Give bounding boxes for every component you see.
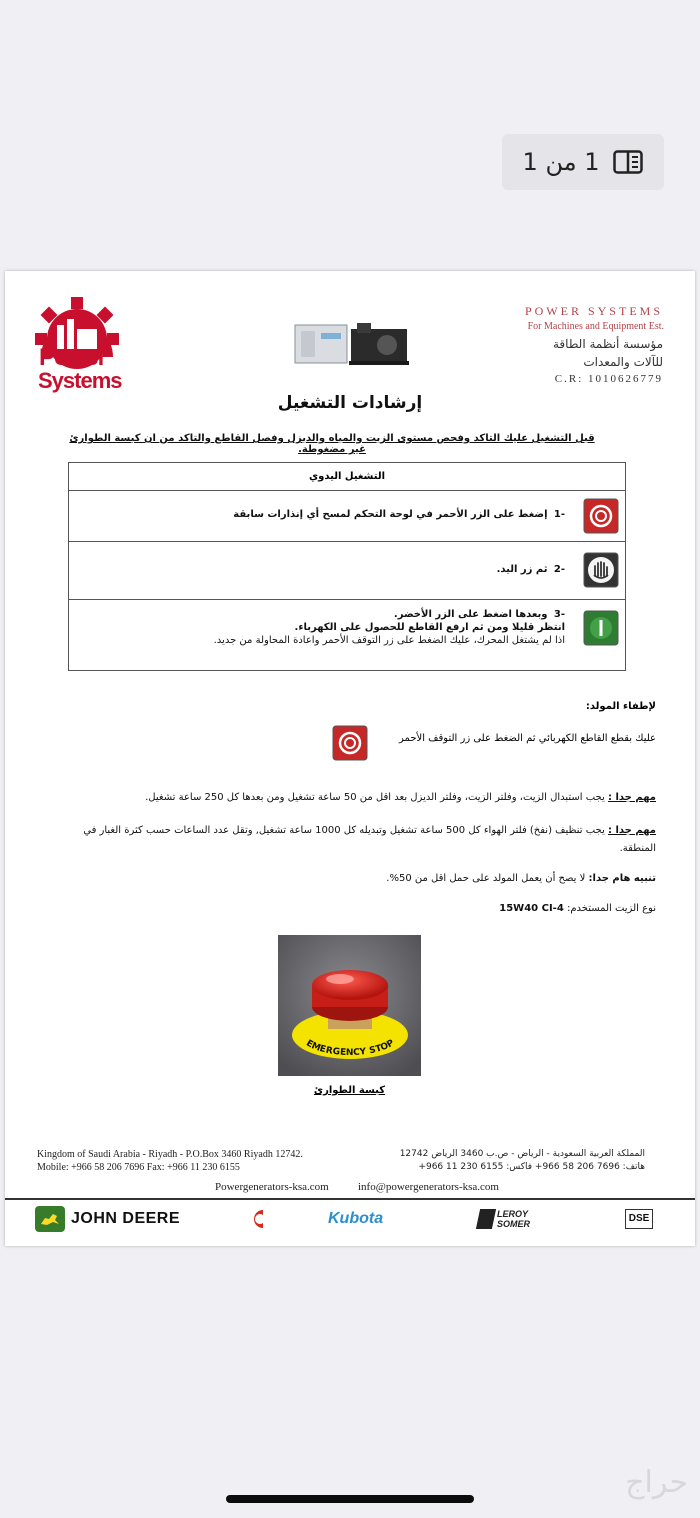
leroy-label: LEROY <box>497 1208 529 1219</box>
note-min-load <box>265 873 656 884</box>
company-name-en: POWER SYSTEMS <box>524 304 663 318</box>
john-deere-label: JOHN DEERE <box>71 1209 181 1227</box>
hand-button-icon <box>583 552 619 588</box>
company-sub-en: For Machines and Equipment Est. <box>527 321 664 332</box>
red-stop-button-icon <box>332 725 368 761</box>
home-indicator[interactable] <box>226 1495 474 1503</box>
intro-instruction: قبل التشغيل عليك التاكد وفحص مستوى الزيت والمياه والديزل وفصل القاطع والتاكد من ان كبسة الطوارئ غير مضغوطة. <box>69 433 595 455</box>
footer-website-link[interactable]: Powergenerators-ksa.com <box>215 1181 329 1193</box>
step-2-label: ثم زر اليد. <box>496 564 548 575</box>
note-oil-change <box>105 792 656 803</box>
brand-john-deere <box>35 1201 180 1236</box>
company-cr: C.R: 1010626779 <box>554 373 663 385</box>
manual-operation-table <box>68 462 626 671</box>
footer-en-line1: Kingdom of Saudi Arabia - Riyadh - P.O.Box 3460 Riyadh 12742. <box>37 1149 303 1160</box>
green-start-button-icon <box>583 610 619 646</box>
brand-cummins-logo-icon <box>247 1201 269 1236</box>
haraj-watermark: حراج <box>625 1465 688 1500</box>
document-title: إرشادات التشغيل <box>277 393 423 413</box>
step-3-line1: وبعدها اضغط على الزر الأخضر. <box>393 609 548 620</box>
note-3-text: لا يصح أن يعمل المولد على حمل اقل من 50%. <box>386 873 586 884</box>
shutdown-text: عليك بقطع القاطع الكهربائي ثم الضغط على زر التوقف الأحمر <box>399 733 656 744</box>
note-4-label: نوع الزيت المستخدم: <box>566 903 656 914</box>
note-3-label: تنبيه هام جدا: <box>588 873 656 884</box>
note-4-value: 15W40 CI-4 <box>499 903 564 914</box>
footer-address-ar <box>400 1148 645 1174</box>
company-name-ar-1: مؤسسة أنظمة الطاقة <box>553 337 663 351</box>
somer-label: SOMER <box>497 1218 531 1229</box>
step-3-line2: انتظر قليلا ومن ثم ارفع القاطع للحصول على الكهرباء. <box>294 622 565 633</box>
note-2-label: مهم جدا : <box>607 825 656 836</box>
note-1-text: يجب استبدال الزيت، وفلتر الزيت، وفلتر الديزل بعد اقل من 50 ساعة تشغيل ومن بعدها كل 250 ساعة تشغيل. <box>145 792 605 803</box>
step-1-number: -1 <box>553 509 565 520</box>
note-air-filter <box>49 822 656 858</box>
step-3-line3: اذا لم يشتغل المحرك، عليك الضغط على زر التوقف الأحمر واعادة المحاولة من جديد. <box>213 635 565 646</box>
step-2-text <box>497 564 565 575</box>
footer-ar-line2: هاتف: 7696 206 58 966+ فاكس: 6155 230 11 966+ <box>418 1162 645 1172</box>
red-stop-button-icon <box>583 498 619 534</box>
footer-divider <box>5 1198 695 1200</box>
step-1-text <box>233 509 565 520</box>
deer-icon <box>35 1206 65 1232</box>
brand-leroy-somer <box>478 1201 530 1236</box>
shutdown-title: لإطفاء المولد: <box>585 701 656 712</box>
table-header: التشغيل اليدوي <box>309 471 385 482</box>
page-counter-label: 1 من 1 <box>522 148 600 176</box>
table-row <box>69 599 625 670</box>
emergency-stop-photo <box>278 935 421 1076</box>
document-page[interactable] <box>5 271 695 1246</box>
dse-label: DSE <box>625 1209 653 1229</box>
note-2-text: يجب تنظيف (نفخ) فلتر الهواء كل 500 ساعة تشغيل وتبديله كل 1000 ساعة تشغيل, وتقل عدد الساعات حسب كثرة الغبار في المنطقة. <box>83 825 656 854</box>
logo-text-systems: Systems <box>38 368 122 393</box>
footer-ar-line1: المملكة العربية السعودية - الرياض - ص.ب 3460 الرياض 12742 <box>399 1149 645 1159</box>
footer-email-link[interactable]: info@powergenerators-ksa.com <box>358 1181 499 1193</box>
brand-kubota: Kubota <box>328 1209 384 1227</box>
estop-ring-text: EMERGENCY STOP <box>304 1038 397 1059</box>
generator-image <box>291 319 411 369</box>
logo-text-power: Power <box>39 344 107 371</box>
table-row <box>69 541 625 600</box>
step-3-text <box>214 608 565 647</box>
company-name-ar-2: للآلات والمعدات <box>583 355 663 369</box>
leroy-somer-icon <box>476 1209 496 1229</box>
step-1-label: إضغط على الزر الأحمر في لوحة التحكم لمسح أي إنذارات سابقة <box>233 509 548 520</box>
note-oil-type <box>305 903 656 914</box>
table-row <box>69 490 625 542</box>
note-1-label: مهم جدا : <box>607 792 656 803</box>
page-counter[interactable] <box>502 134 664 190</box>
footer-en-line2: Mobile: +966 58 206 7696 Fax: +966 11 230 6155 <box>37 1162 240 1173</box>
page-view-icon <box>613 150 643 174</box>
step-2-number: -2 <box>553 564 565 575</box>
estop-caption: كبسة الطوارئ <box>313 1085 386 1096</box>
step-3-number: -3 <box>553 609 565 620</box>
footer-address-en <box>37 1148 303 1174</box>
brand-dse <box>625 1201 653 1236</box>
